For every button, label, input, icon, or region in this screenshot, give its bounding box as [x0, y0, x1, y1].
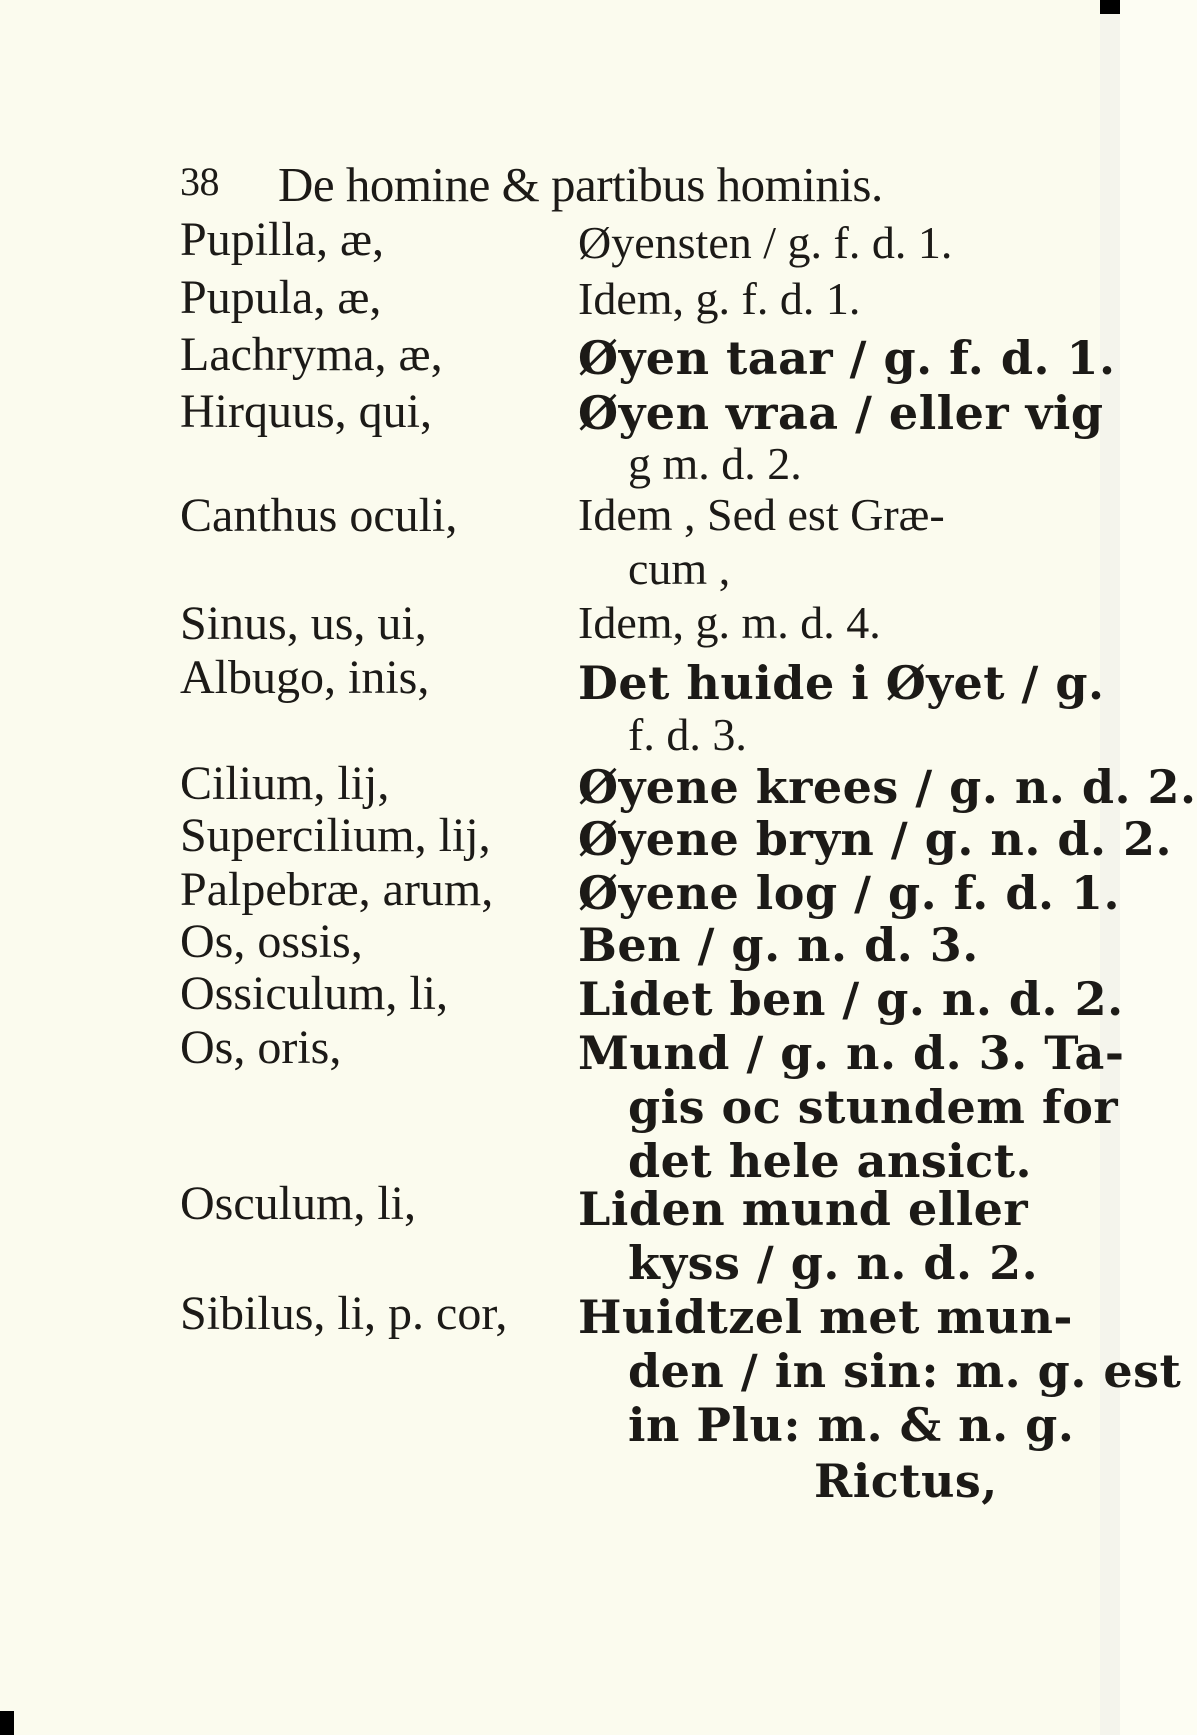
latin-term: Os, oris,: [180, 1021, 342, 1074]
danish-gloss-continued: den / in sin: m. g. est: [628, 1344, 1182, 1398]
danish-gloss-continued: f. d. 3.: [628, 709, 747, 760]
danish-gloss: Det huide i Øyet / g.: [578, 656, 1105, 710]
latin-term: Os, ossis,: [180, 915, 363, 968]
danish-gloss-continued: det hele ansict.: [628, 1134, 1033, 1188]
latin-term: Hirquus, qui,: [180, 385, 432, 438]
scan-mark-top: [1100, 0, 1120, 14]
latin-term: Palpebræ, arum,: [180, 863, 494, 916]
danish-gloss-continued: kyss / g. n. d. 2.: [628, 1236, 1039, 1290]
danish-gloss: Idem, g. f. d. 1.: [578, 273, 861, 324]
danish-gloss-continued: g m. d. 2.: [628, 438, 802, 489]
danish-gloss: Øyene krees / g. n. d. 2.: [578, 760, 1197, 814]
danish-gloss: Øyene log / g. f. d. 1.: [578, 866, 1121, 920]
latin-term: Pupula, æ,: [180, 271, 382, 324]
latin-term: Supercilium, lij,: [180, 809, 491, 862]
danish-gloss: Øyen taar / g. f. d. 1.: [578, 331, 1116, 385]
danish-gloss: Mund / g. n. d. 3. Ta-: [578, 1026, 1125, 1080]
danish-gloss: Huidtzel met mun-: [578, 1290, 1074, 1344]
danish-gloss: Liden mund eller: [578, 1182, 1029, 1236]
catchword: Rictus,: [814, 1454, 998, 1508]
danish-gloss-continued: cum ,: [628, 543, 731, 594]
danish-gloss: Øyene bryn / g. n. d. 2.: [578, 812, 1173, 866]
danish-gloss: Idem, g. m. d. 4.: [578, 597, 881, 648]
scan-mark-bottom: [0, 1711, 14, 1735]
danish-gloss-continued: in Plu: m. & n. g.: [628, 1398, 1075, 1452]
danish-gloss-continued: gis oc stundem for: [628, 1080, 1119, 1134]
latin-term: Pupilla, æ,: [180, 213, 385, 266]
danish-gloss: Øyensten / g. f. d. 1.: [578, 217, 953, 268]
latin-term: Albugo, inis,: [180, 651, 430, 704]
danish-gloss: Øyen vraa / eller vig: [578, 386, 1104, 440]
latin-term: Sibilus, li, p. cor,: [180, 1287, 508, 1340]
danish-gloss: Idem , Sed est Græ-: [578, 489, 945, 540]
danish-gloss: Ben / g. n. d. 3.: [578, 918, 979, 972]
latin-term: Lachryma, æ,: [180, 328, 443, 381]
latin-term: Cilium, lij,: [180, 757, 390, 810]
danish-gloss: Lidet ben / g. n. d. 2.: [578, 972, 1124, 1026]
latin-term: Osculum, li,: [180, 1177, 416, 1230]
latin-term: Canthus oculi,: [180, 489, 458, 542]
page-title: De homine & partibus hominis.: [278, 157, 883, 212]
latin-term: Sinus, us, ui,: [180, 597, 427, 650]
page-number: 38: [180, 159, 219, 204]
latin-term: Ossiculum, li,: [180, 967, 449, 1020]
